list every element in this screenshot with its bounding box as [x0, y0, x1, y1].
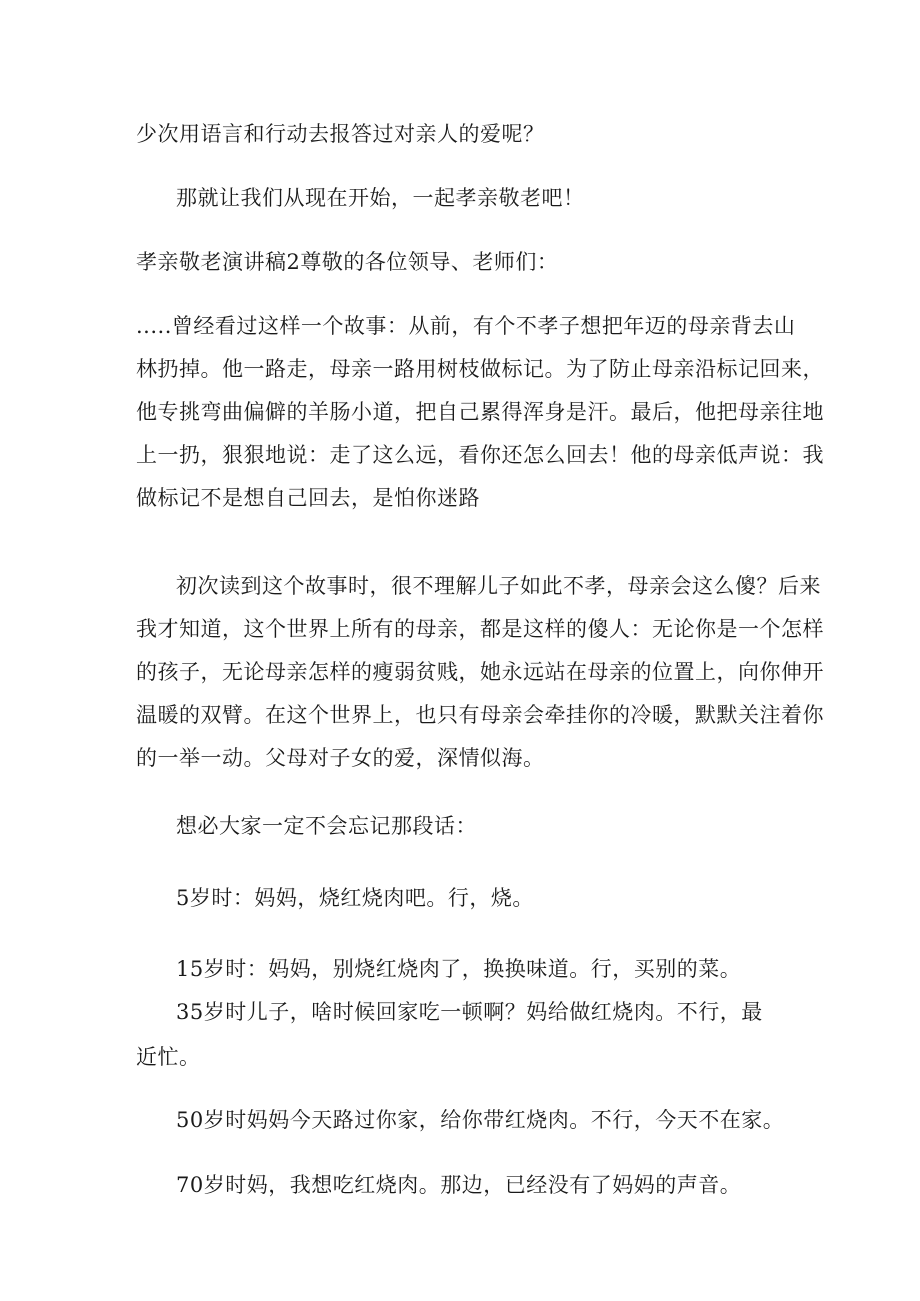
paragraph-line: 温暖的双臂。在这个世界上，也只有母亲会牵挂你的冷暖，默默关注着你	[136, 703, 824, 727]
paragraph-line: 那就让我们从现在开始，一起孝亲敬老吧！	[176, 186, 585, 210]
paragraph-line: .....曾经看过这样一个故事：从前，有个不孝子想把年迈的母亲背去山	[136, 314, 796, 338]
paragraph-line: 15岁时：妈妈，别烧红烧肉了，换换味道。行，买别的菜。	[176, 957, 742, 981]
paragraph-line: 35岁时儿子，啥时候回家吃一顿啊？妈给做红烧肉。不行，最	[176, 1000, 763, 1024]
paragraph-line: 5岁时：妈妈，烧红烧肉吧。行，烧。	[176, 886, 534, 910]
paragraph-line: 的一举一动。父母对子女的爱，深情似海。	[136, 746, 545, 770]
paragraph-line: 初次读到这个故事时，很不理解儿子如此不孝，母亲会这么傻？后来	[176, 574, 821, 598]
paragraph-line: 50岁时妈妈今天路过你家，给你带红烧肉。不行，今天不在家。	[176, 1108, 785, 1132]
paragraph-line: 想必大家一定不会忘记那段话：	[176, 814, 477, 838]
paragraph-line: 70岁时妈，我想吃红烧肉。那边，已经没有了妈妈的声音。	[176, 1173, 742, 1197]
paragraph-line: 做标记不是想自己回去，是怕你迷路	[136, 486, 480, 510]
paragraph-line: 少次用语言和行动去报答过对亲人的爱呢？	[136, 122, 545, 146]
paragraph-line: 他专挑弯曲偏僻的羊肠小道，把自己累得浑身是汗。最后，他把母亲往地	[136, 400, 824, 424]
paragraph-line: 近忙。	[136, 1045, 201, 1069]
paragraph-line: 上一扔，狠狠地说：走了这么远，看你还怎么回去！他的母亲低声说：我	[136, 443, 824, 467]
paragraph-line: 林扔掉。他一路走，母亲一路用树枝做标记。为了防止母亲沿标记回来，	[136, 357, 824, 381]
paragraph-line: 我才知道，这个世界上所有的母亲，都是这样的傻人：无论你是一个怎样	[136, 617, 824, 641]
paragraph-line: 的孩子，无论母亲怎样的瘦弱贫贱，她永远站在母亲的位置上，向你伸开	[136, 660, 824, 684]
heading-line: 孝亲敬老演讲稿2尊敬的各位领导、老师们：	[136, 250, 559, 274]
